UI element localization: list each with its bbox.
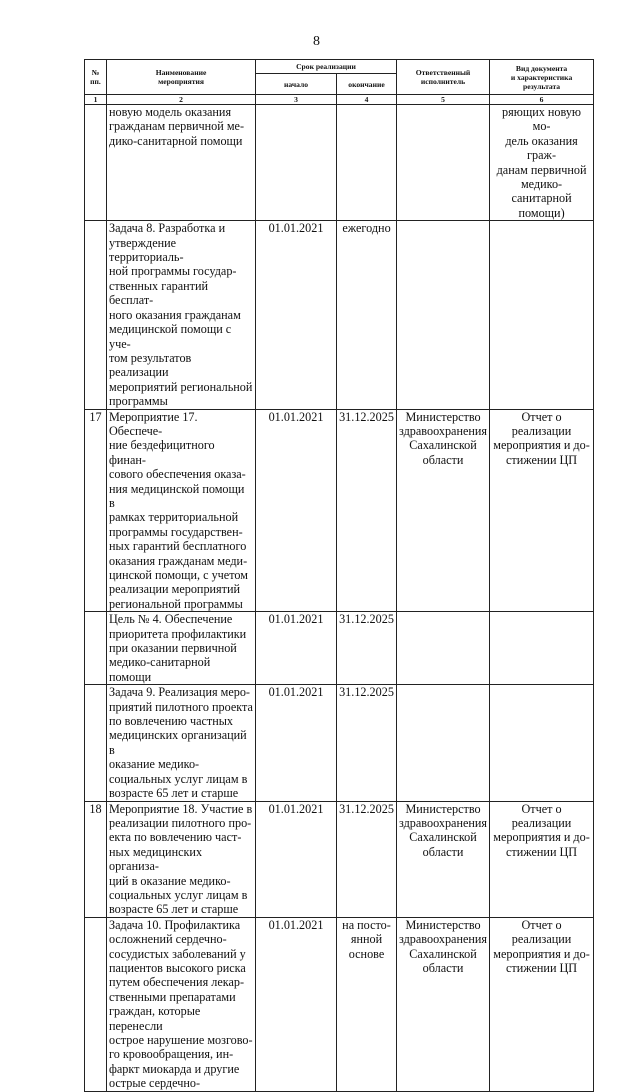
header-period: Срок реализации (256, 60, 397, 74)
row-result (490, 221, 594, 409)
row-result: Отчет о реализации мероприятия и до- стижении ЦП (490, 801, 594, 917)
table-row (85, 221, 594, 409)
table-row (85, 801, 594, 917)
row-end: 31.12.2025 (337, 685, 397, 801)
row-executor (397, 612, 490, 685)
table-row (85, 685, 594, 801)
row-name: Задача 9. Реализация меро- приятий пилотного проекта по вовлечению частных медицинских организаций в оказание медико- социальных услуг лицам в возрасте 65 лет и старше (107, 685, 256, 801)
row-end: 31.12.2025 (337, 612, 397, 685)
row-no (85, 105, 107, 221)
row-end: на посто- янной основе (337, 917, 397, 1091)
table-row (85, 612, 594, 685)
row-name: новую модель оказания гражданам первичной ме- дико-санитарной помощи (107, 105, 256, 221)
row-no (85, 917, 107, 1091)
column-number: 5 (397, 95, 490, 105)
row-end: ежегодно (337, 221, 397, 409)
row-no (85, 685, 107, 801)
row-end: 31.12.2025 (337, 409, 397, 612)
row-name: Задача 8. Разработка и утверждение территориаль- ной программы государ- ственных гарантий бесплат- ного оказания гражданам медицинской помощи с уче- том результатов реализации мероприятий региональной программы (107, 221, 256, 409)
row-executor (397, 105, 490, 221)
row-name: Цель № 4. Обеспечение приоритета профилактики при оказании первичной медико-санитарной помощи (107, 612, 256, 685)
header-end: окончание (337, 74, 397, 95)
row-start: 01.01.2021 (256, 612, 337, 685)
row-result: Отчет о реализации мероприятия и до- стижении ЦП (490, 409, 594, 612)
column-number: 6 (490, 95, 594, 105)
row-start: 01.01.2021 (256, 801, 337, 917)
row-start: 01.01.2021 (256, 409, 337, 612)
header-start: начало (256, 74, 337, 95)
row-name: Мероприятие 18. Участие в реализации пилотного про- екта по вовлечению част- ных медицинских организа- ций в оказание медико- социальных услуг лицам в возрасте 65 лет и старше (107, 801, 256, 917)
row-executor: Министерство здравоохранения Сахалинской области (397, 917, 490, 1091)
row-no: 17 (85, 409, 107, 612)
header-executor: Ответственный исполнитель (397, 60, 490, 95)
row-start: 01.01.2021 (256, 221, 337, 409)
row-name: Мероприятие 17. Обеспече- ние бездефицитного финан- сового обеспечения оказа- ния медицинской помощи в рамках территориальной программы государствен- ных гарантий бесплатного оказания гражданам меди- цинской помощи, с учетом реализации мероприятий региональной программы (107, 409, 256, 612)
page-number: 8 (313, 34, 320, 49)
events-table (84, 59, 594, 1092)
row-end (337, 105, 397, 221)
row-no (85, 612, 107, 685)
column-number: 2 (107, 95, 256, 105)
row-result: ряющих новую мо- дель оказания граж- данам первичной медико-санитарной помощи) (490, 105, 594, 221)
row-result (490, 612, 594, 685)
column-number: 1 (85, 95, 107, 105)
row-start: 01.01.2021 (256, 917, 337, 1091)
row-no: 18 (85, 801, 107, 917)
table-row (85, 917, 594, 1091)
header-name: Наименование мероприятия (107, 60, 256, 95)
column-number: 3 (256, 95, 337, 105)
header-result: Вид документа и характеристика результата (490, 60, 594, 95)
row-result: Отчет о реализации мероприятия и до- стижении ЦП (490, 917, 594, 1091)
row-executor: Министерство здравоохранения Сахалинской области (397, 801, 490, 917)
row-name: Задача 10. Профилактика осложнений сердечно- сосудистых заболеваний у пациентов высокого риска путем обеспечения лекар- ственными препаратами граждан, которые перенесли острое нарушение мозгово- го кровообращения, ин- фаркт миокарда и другие острые сердечно- (107, 917, 256, 1091)
column-number: 4 (337, 95, 397, 105)
row-result (490, 685, 594, 801)
table-row (85, 105, 594, 221)
row-executor (397, 685, 490, 801)
row-executor: Министерство здравоохранения Сахалинской области (397, 409, 490, 612)
header-no: № пп. (85, 60, 107, 95)
row-no (85, 221, 107, 409)
table-row (85, 409, 594, 612)
row-start: 01.01.2021 (256, 685, 337, 801)
row-end: 31.12.2025 (337, 801, 397, 917)
row-executor (397, 221, 490, 409)
row-start (256, 105, 337, 221)
